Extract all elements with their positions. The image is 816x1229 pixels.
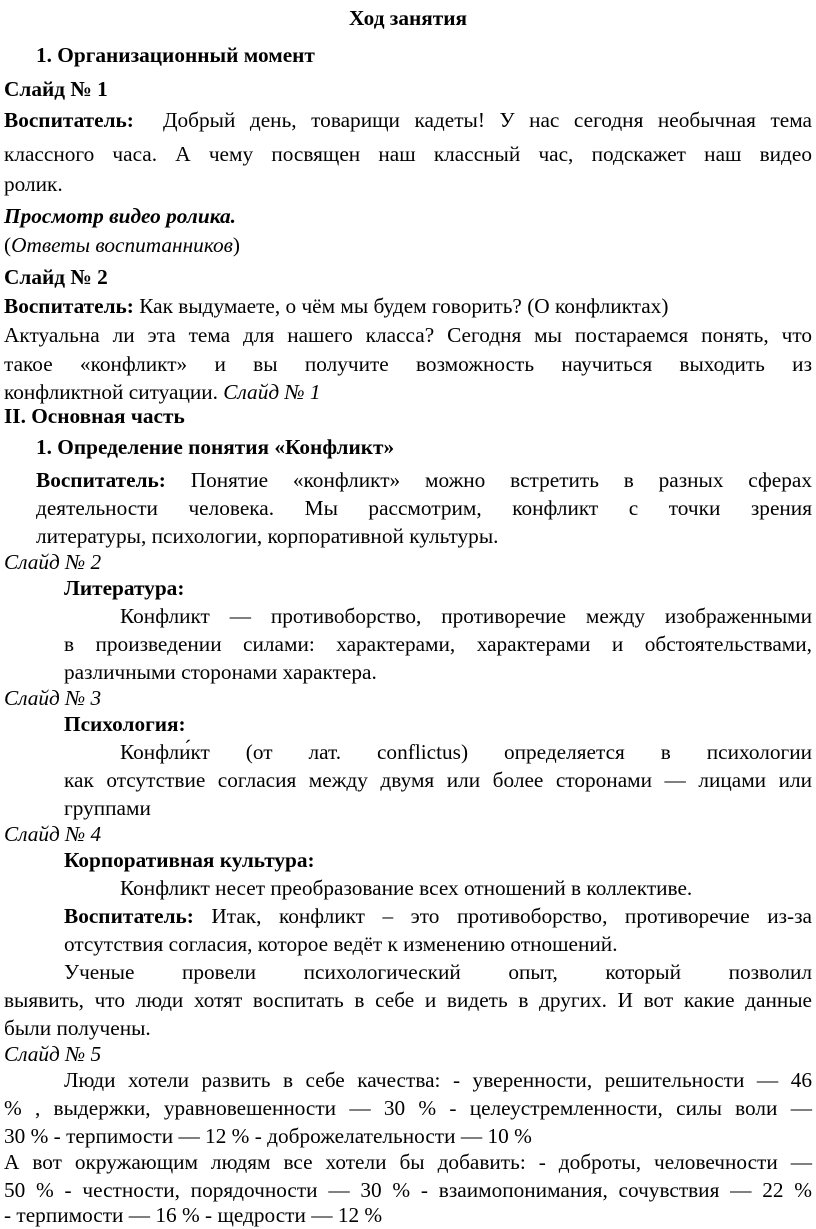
slide-label: Слайд № 5 [4, 1042, 102, 1066]
section-heading-main: II. Основная часть [4, 404, 185, 428]
paren: ) [232, 233, 240, 257]
paragraph-line: отсутствия согласия, которое ведёт к изменению отношений. [64, 932, 618, 956]
paragraph-line: ролик. [4, 172, 63, 196]
video-note: Просмотр видео ролика. [4, 204, 236, 228]
speaker-label: Воспитатель: [64, 904, 194, 928]
paragraph-line: различными сторонами характера. [64, 660, 377, 684]
paragraph-line [4, 292, 668, 320]
paragraph-line: Конфликт — противоборство, противоречие между изображенными [120, 604, 812, 628]
slide-ref: Слайд № 1 [223, 380, 321, 404]
paragraph-line: в произведении силами: характерами, характерами и обстоятельствами, [64, 632, 812, 656]
topic-heading-literature: Литература: [64, 576, 185, 600]
slide-label: Слайд № 2 [4, 265, 108, 289]
text-span: Как выдумаете, о чём мы будем говорить? (О конфликтах) [139, 294, 669, 318]
paragraph-line: литературы, психологии, корпоративной культуры. [36, 524, 499, 548]
speaker-label: Воспитатель: [4, 294, 134, 318]
subsection-heading: 1. Определение понятия «Конфликт» [36, 435, 395, 459]
paragraph-line: % , выдержки, уравновешенности — 30 % - целеустремленности, силы воли — [4, 1096, 812, 1120]
paragraph-line [4, 106, 812, 134]
paren: ( [4, 233, 12, 257]
paragraph-line: деятельности человека. Мы рассмотрим, конфликт с точки зрения [36, 496, 812, 520]
paragraph-line: Конфли́кт (от лат. conflictus) определяется в психологии [120, 740, 812, 764]
topic-heading-corporate: Корпоративная культура: [64, 848, 315, 872]
paragraph-line: 50 % - честности, порядочности — 30 % - взаимопонимания, сочувствия — 22 % [4, 1178, 812, 1202]
topic-heading-psychology: Психология: [64, 712, 186, 736]
text-span: конфликтной ситуации. [4, 380, 218, 404]
slide-label: Слайд № 4 [4, 822, 102, 846]
speaker-label: Воспитатель: [36, 468, 166, 492]
speaker-label: Воспитатель: [4, 108, 134, 132]
document-title: Ход занятия [348, 6, 468, 30]
paragraph-line: 30 % - терпимости — 12 % - доброжелательности — 10 % [4, 1124, 532, 1148]
paragraph-line: группами [64, 796, 151, 820]
paragraph-line: Люди хотели развить в себе качества: - уверенности, решительности — 46 [64, 1068, 812, 1092]
text-span: Понятие «конфликт» можно встретить в разных сферах [190, 468, 812, 492]
paragraph-line: такое «конфликт» и вы получите возможность научиться выходить из [4, 352, 812, 376]
text-span: Итак, конфликт – это противоборство, противоречие из-за [211, 904, 812, 928]
paragraph-line: Ученые провели психологический опыт, который позволил [64, 960, 812, 984]
paragraph-line: Актуальна ли эта тема для нашего класса? Сегодня мы постараемся понять, что [4, 323, 812, 347]
paragraph-line: Конфликт несет преобразование всех отношений в коллективе. [120, 876, 693, 900]
paragraph-line [36, 466, 812, 494]
answers-text: Ответы воспитанников [11, 233, 233, 257]
paragraph-line [64, 902, 812, 930]
paragraph-line: А вот окружающим людям все хотели бы добавить: - доброты, человечности — [4, 1150, 812, 1174]
paragraph-line: были получены. [4, 1016, 151, 1040]
section-heading-organizational: 1. Организационный момент [36, 43, 315, 67]
text-span: Добрый день, товарищи кадеты! У нас сегодня необычная тема [162, 108, 812, 132]
slide-label: Слайд № 1 [4, 77, 108, 101]
paragraph-line: как отсутствие согласия между двумя или более сторонами — лицами или [64, 768, 812, 792]
paragraph-line: - терпимости — 16 % - щедрости — 12 % [4, 1203, 383, 1227]
slide-label: Слайд № 3 [4, 686, 102, 710]
slide-label: Слайд № 2 [4, 550, 102, 574]
paragraph-line: выявить, что люди хотят воспитать в себе и видеть в других. И вот какие данные [4, 988, 812, 1012]
paragraph-line: классного часа. А чему посвящен наш классный час, подскажет наш видео [4, 142, 812, 166]
answers-note [4, 231, 240, 259]
